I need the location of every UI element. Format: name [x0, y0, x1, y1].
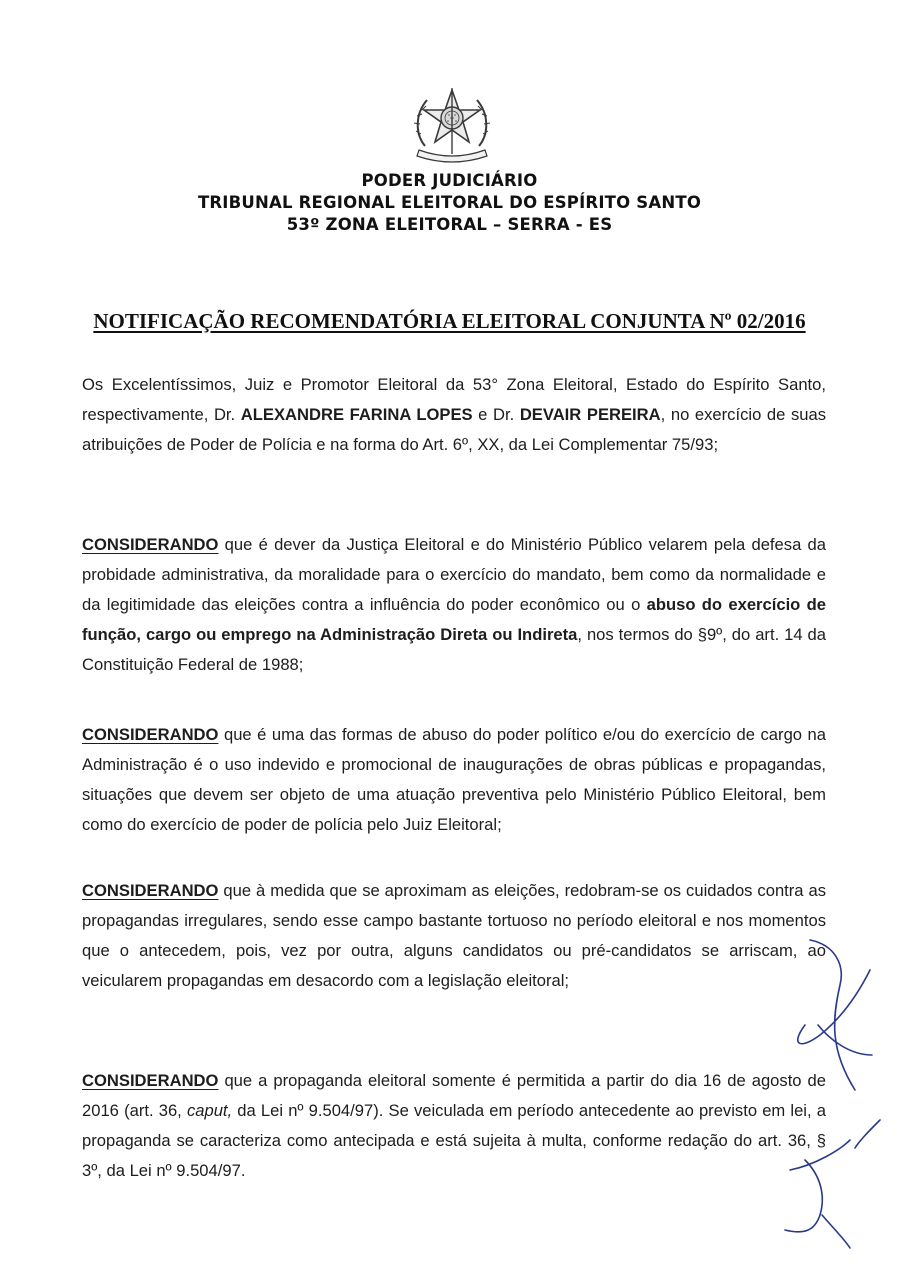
intro-paragraph [82, 370, 826, 460]
header-line-zone: 53º ZONA ELEITORAL – SERRA - ES [286, 215, 613, 234]
considerando-label: CONSIDERANDO [82, 1071, 219, 1090]
paragraph-2-text-1: que é dever da Justiça Eleitoral e do Ministério Público velarem pela defesa da probidade administrativa, da moralidade para o exercício do mandato, bem como da normalidade e da legitimidade das eleições contra a influência do poder econômico ou o [82, 535, 826, 614]
considerando-paragraph-1 [82, 530, 826, 680]
prosecutor-name: DEVAIR PEREIRA [519, 405, 661, 424]
paragraph-4-text: que à medida que se aproximam as eleições, redobram-se os cuidados contra as propagandas irregulares, sendo esse campo bastante tortuoso no período eleitoral e nos momentos que o antecedem, pois, vez por outra, alguns candidatos ou pré-candidatos se arriscam, ao veicularem propagandas em desacordo com a legislação eleitoral; [82, 881, 826, 990]
document-header [0, 170, 899, 236]
intro-text-1: Os Excelentíssimos, Juiz e Promotor Eleitoral da 53° Zona Eleitoral, Estado do Espírito Santo, respectivamente, Dr. [82, 375, 826, 424]
document-title: NOTIFICAÇÃO RECOMENDATÓRIA ELEITORAL CONJUNTA Nº 02/2016 [93, 309, 806, 333]
intro-text-2: e Dr. [472, 405, 520, 424]
judge-name: ALEXANDRE FARINA LOPES [240, 405, 473, 424]
considerando-label: CONSIDERANDO [82, 725, 219, 744]
considerando-label: CONSIDERANDO [82, 881, 219, 900]
handwritten-signature [760, 930, 890, 1250]
considerando-paragraph-4 [82, 1066, 826, 1186]
brazil-coat-of-arms-icon [407, 84, 497, 168]
header-line-court: TRIBUNAL REGIONAL ELEITORAL DO ESPÍRITO SANTO [197, 193, 702, 212]
paragraph-3-text: que é uma das formas de abuso do poder político e/ou do exercício de cargo na Administração é o uso indevido e promocional de inaugurações de obras públicas e propagandas, situações que devem ser objeto de uma atuação preventiva pelo Ministério Público Eleitoral, bem como do exercício de poder de polícia pelo Juiz Eleitoral; [82, 725, 826, 834]
intro-text-3: , no exercício de suas atribuições de Poder de Polícia e na forma do Art. 6º, XX, da Lei Complementar 75/93; [82, 405, 826, 454]
paragraph-5-text-1: que a propaganda eleitoral somente é permitida a partir do dia 16 de agosto de 2016 (art. 36, [82, 1071, 826, 1120]
paragraph-2-text-2: , nos termos do §9º, do art. 14 da Constituição Federal de 1988; [82, 625, 826, 674]
considerando-paragraph-2 [82, 720, 826, 840]
considerando-paragraph-3 [82, 876, 826, 996]
paragraph-5-italic: caput, [186, 1101, 233, 1120]
paragraph-5-text-2: da Lei nº 9.504/97). Se veiculada em período antecedente ao previsto em lei, a propaganda se caracteriza como antecipada e está sujeita à multa, conforme redação do art. 36, § 3º, da Lei nº 9.504/97. [82, 1101, 826, 1180]
header-line-judiciary: PODER JUDICIÁRIO [361, 171, 538, 190]
considerando-label: CONSIDERANDO [82, 535, 219, 554]
paragraph-2-bold: abuso do exercício de função, cargo ou emprego na Administração Direta ou Indireta [82, 595, 826, 644]
